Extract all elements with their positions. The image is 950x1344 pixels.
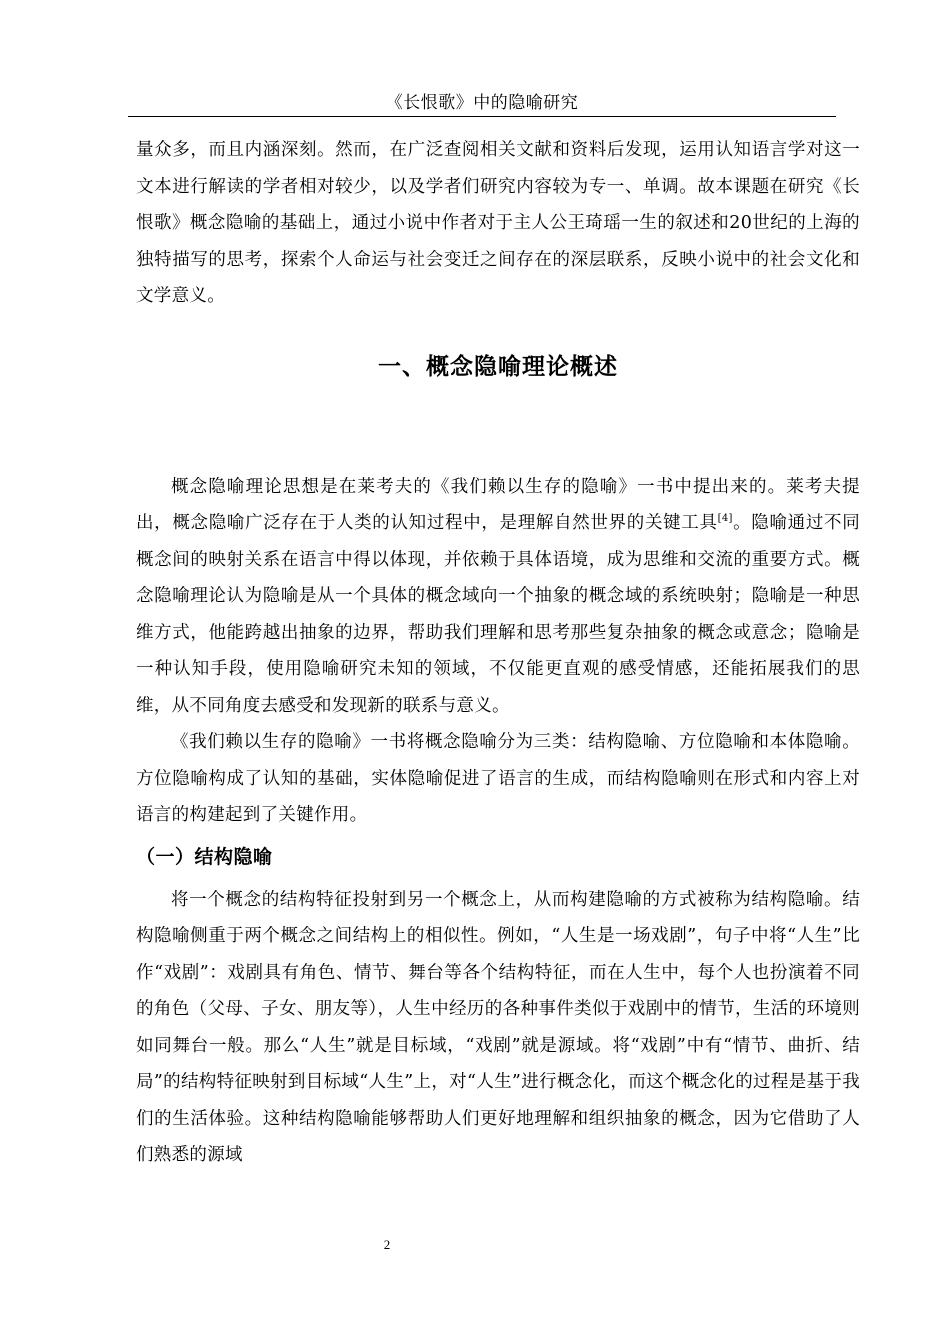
page-number: 2 [383,1237,391,1252]
body-paragraph: 将一个概念的结构特征投射到另一个概念上，从而构建隐喻的方式被称为结构隐喻。结构隐喻侧重于两个概念之间结构上的相似性。例如，“人生是一场戏剧”，句子中将“人生”比作“戏剧”：戏剧具有角色、情节、舞台等各个结构特征，而在人生中，每个人也扮演着不同的角色（父母、子女、朋友等），人生中经历的各种事件类似于戏剧中的情节，生活的环境则如同舞台一般。那么“人生”就是目标域，“戏剧”就是源域。将“戏剧”中有“情节、曲折、结局”的结构特征映射到目标域“人生”上，对“人生”进行概念化，而这个概念化的过程是基于我们的生活体验。这种结构隐喻能够帮助人们更好地理解和组织抽象的概念，因为它借助了人们熟悉的源域 [136,889,860,1165]
section-heading: 一、概念隐喻理论概述 [378,353,618,380]
citation-reference: [4] [717,513,733,525]
intro-paragraph: 量众多，而且内涵深刻。然而，在广泛查阅相关文献和资料后发现，运用认知语言学对这一文本进行解读的学者相对较少，以及学者们研究内容较为专一、单调。故本课题在研究《长恨歌》概念隐喻的基础上，通过小说中作者对于主人公王琦瑶一生的叙述和20世纪的上海的独特描写的思考，探索个人命运与社会变迁之间存在的深层联系，反映小说中的社会文化和文学意义。 [136,140,860,306]
document-body [136,132,860,1174]
body-paragraph [136,469,860,725]
running-header: 《长恨歌》中的隐喻研究 [128,90,836,117]
section-spacer [136,401,860,469]
paragraph-text: 概念隐喻理论思想是在莱考夫的《我们赖以生存的隐喻》一书中提出来的。莱考夫提出，概念隐喻广泛存在于人类的认知过程中，是理解自然世界的关键工具 [136,476,860,533]
paragraph-text: 。隐喻通过不同概念间的映射关系在语言中得以体现，并依赖于具体语境，成为思维和交流的重要方式。概念隐喻理论认为隐喻是从一个具体的概念域向一个抽象的概念域的系统映射；隐喻是一种思维方式，他能跨越出抽象的边界，帮助我们理解和思考那些复杂抽象的概念或意念；隐喻是一种认知手段，使用隐喻研究未知的领域，不仅能更直观的感受情感，还能拓展我们的思维，从不同角度去感受和发现新的联系与意义。 [136,513,860,716]
body-paragraph: 《我们赖以生存的隐喻》一书将概念隐喻分为三类：结构隐喻、方位隐喻和本体隐喻。方位隐喻构成了认知的基础，实体隐喻促进了语言的生成，而结构隐喻则在形式和内容上对语言的构建起到了关键作用。 [136,732,860,825]
subsection-heading: （一）结构隐喻 [136,845,273,868]
